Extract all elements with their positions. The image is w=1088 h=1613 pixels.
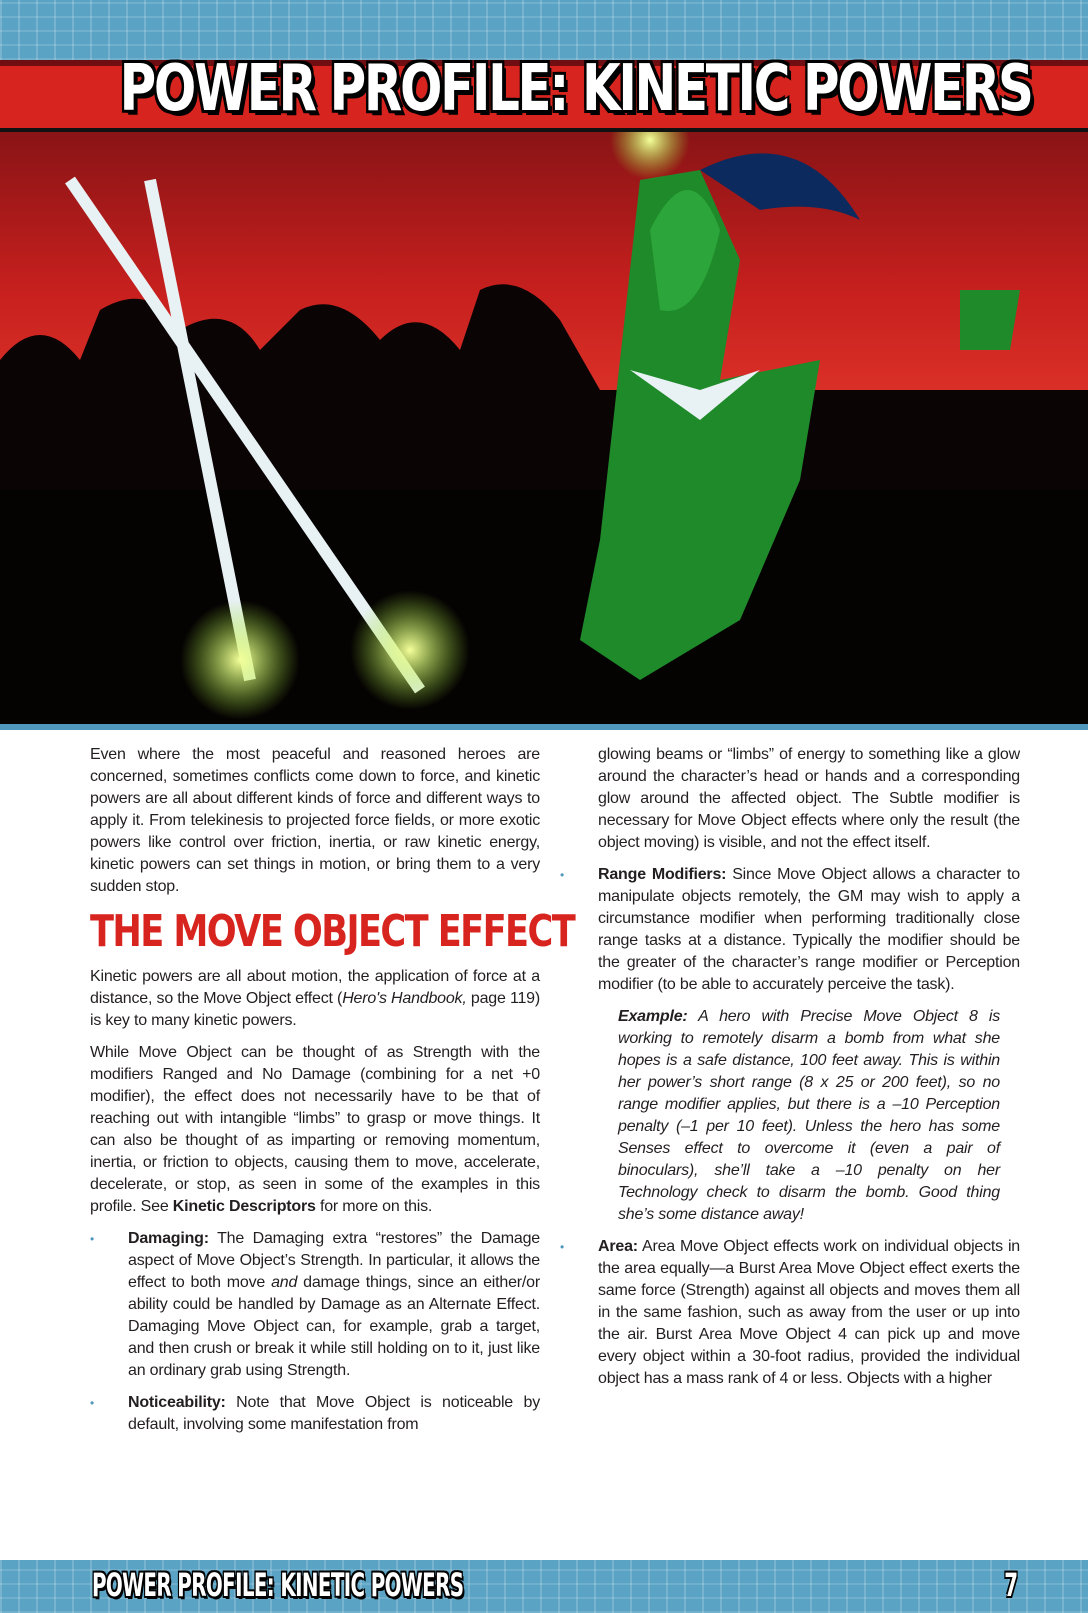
bullet-term: Area: <box>598 1238 638 1255</box>
bullet-icon: • <box>560 868 565 882</box>
bullet-item <box>560 1236 1020 1390</box>
bullet-item <box>90 1392 540 1436</box>
intro-paragraph: Even where the most peaceful and reasoned heroes are concerned, sometimes conflicts come down to force, and kinetic powers are all about different kinds of force and different ways to apply it. From telekinesis to projected force fields, or more exotic powers like control over friction, inertia, or raw kinetic energy, kinetic powers can set things in motion, or bring them to a very sudden stop. <box>90 746 540 895</box>
text: Kinetic powers are all about motion, the application of force at a distance, so the Move Object effect ( <box>90 968 540 1007</box>
bullet-icon: • <box>560 1240 565 1254</box>
paragraph <box>90 1042 540 1218</box>
text: A hero with Precise Move Object 8 is working to remotely disarm a bomb from what she hopes is a safe distance, 100 feet away. This is within her power’s short range (8 x 25 or 200 feet), so no range modifier applies, but there is a –10 Perception penalty (–1 per 10 feet). Unless the hero has some Senses effect to overcome it (even a pair of binoculars), she’ll take a –10 penalty on her Technology check to disarm the bomb. Good thing she’s some distance away! <box>618 1008 1000 1223</box>
section-heading: THE MOVE OBJECT EFFECT <box>90 906 575 957</box>
bullet-icon: • <box>90 1232 95 1246</box>
cross-reference: Kinetic Descriptors <box>172 1198 316 1215</box>
bullet-term: Noticeability: <box>128 1394 226 1411</box>
text: While Move Object can be thought of as Strength with the modifiers Ranged and No Damage (combining for a net +0 modifier), the effect does not necessarily have to be that of reaching out with intangible “limbs” to grasp or move things. It can also be thought of as imparting or removing momentum, inertia, or friction to objects, causing them to move, accelerate, decelerate, or stop, as seen in some of the examples in this profile. See <box>90 1044 540 1215</box>
bullet-icon: • <box>90 1396 95 1410</box>
footer-title: POWER PROFILE: KINETIC POWERS <box>92 1566 464 1604</box>
left-column <box>90 744 575 1446</box>
book-reference: Hero's Handbook, <box>342 990 467 1007</box>
text: Area Move Object effects work on individual objects in the area equally—a Burst Area Move Object effect exerts the same force (Strength) against all objects and moves them all in the same fashion, such as away from the user or up into the air. Burst Area Move Object 4 can pick up and move every object within a 30-foot radius, provided the individual object has a mass rank of 4 or less. Objects with a higher <box>598 1238 1020 1387</box>
bullet-item <box>90 1228 540 1382</box>
text: Note that Move Object is noticeable by default, involving some manifestation from <box>128 1394 540 1433</box>
page-number: 7 <box>1004 1566 1019 1604</box>
bullet-term: Damaging: <box>128 1230 209 1247</box>
emphasis: and <box>271 1274 298 1291</box>
example-box <box>598 1006 1020 1226</box>
text: damage things, since an either/or ability could be handled by Damage as an Alternate Effect. Damaging Move Object can, for example, grab a target, and then crush or break it while still holding on to it, just like an ordinary grab using Strength. <box>128 1274 540 1379</box>
bullet-term: Range Modifiers: <box>598 866 727 883</box>
divider <box>0 724 1088 730</box>
paragraph <box>90 966 540 1032</box>
right-column <box>560 744 1020 1400</box>
text: for more on this. <box>315 1198 433 1215</box>
paragraph: glowing beams or “limbs” of energy to something like a glow around the character’s head or hands and a corresponding glow around the affected object. The Subtle modifier is necessary for Move Object effects where only the result (the object moving) is visible, and not the effect itself. <box>598 746 1020 851</box>
hero-illustration <box>0 60 1088 724</box>
text: page 119) is key to many kinetic powers. <box>90 990 540 1029</box>
example-label: Example: <box>618 1008 688 1025</box>
bullet-item <box>560 864 1020 996</box>
circuit-banner-top <box>0 0 1088 60</box>
text: Since Move Object allows a character to manipulate objects remotely, the GM may wish to apply a circumstance modifier when performing traditionally close range tasks at a distance. Typically the modifier should be the greater of the character’s range modifier or Perception modifier (to be able to accurately perceive the task). <box>598 866 1020 993</box>
page-title: POWER PROFILE: KINETIC POWERS <box>119 52 1032 126</box>
text: The Damaging extra “restores” the Damage aspect of Move Object’s Strength. In particular, it allows the effect to both move <box>128 1230 540 1291</box>
